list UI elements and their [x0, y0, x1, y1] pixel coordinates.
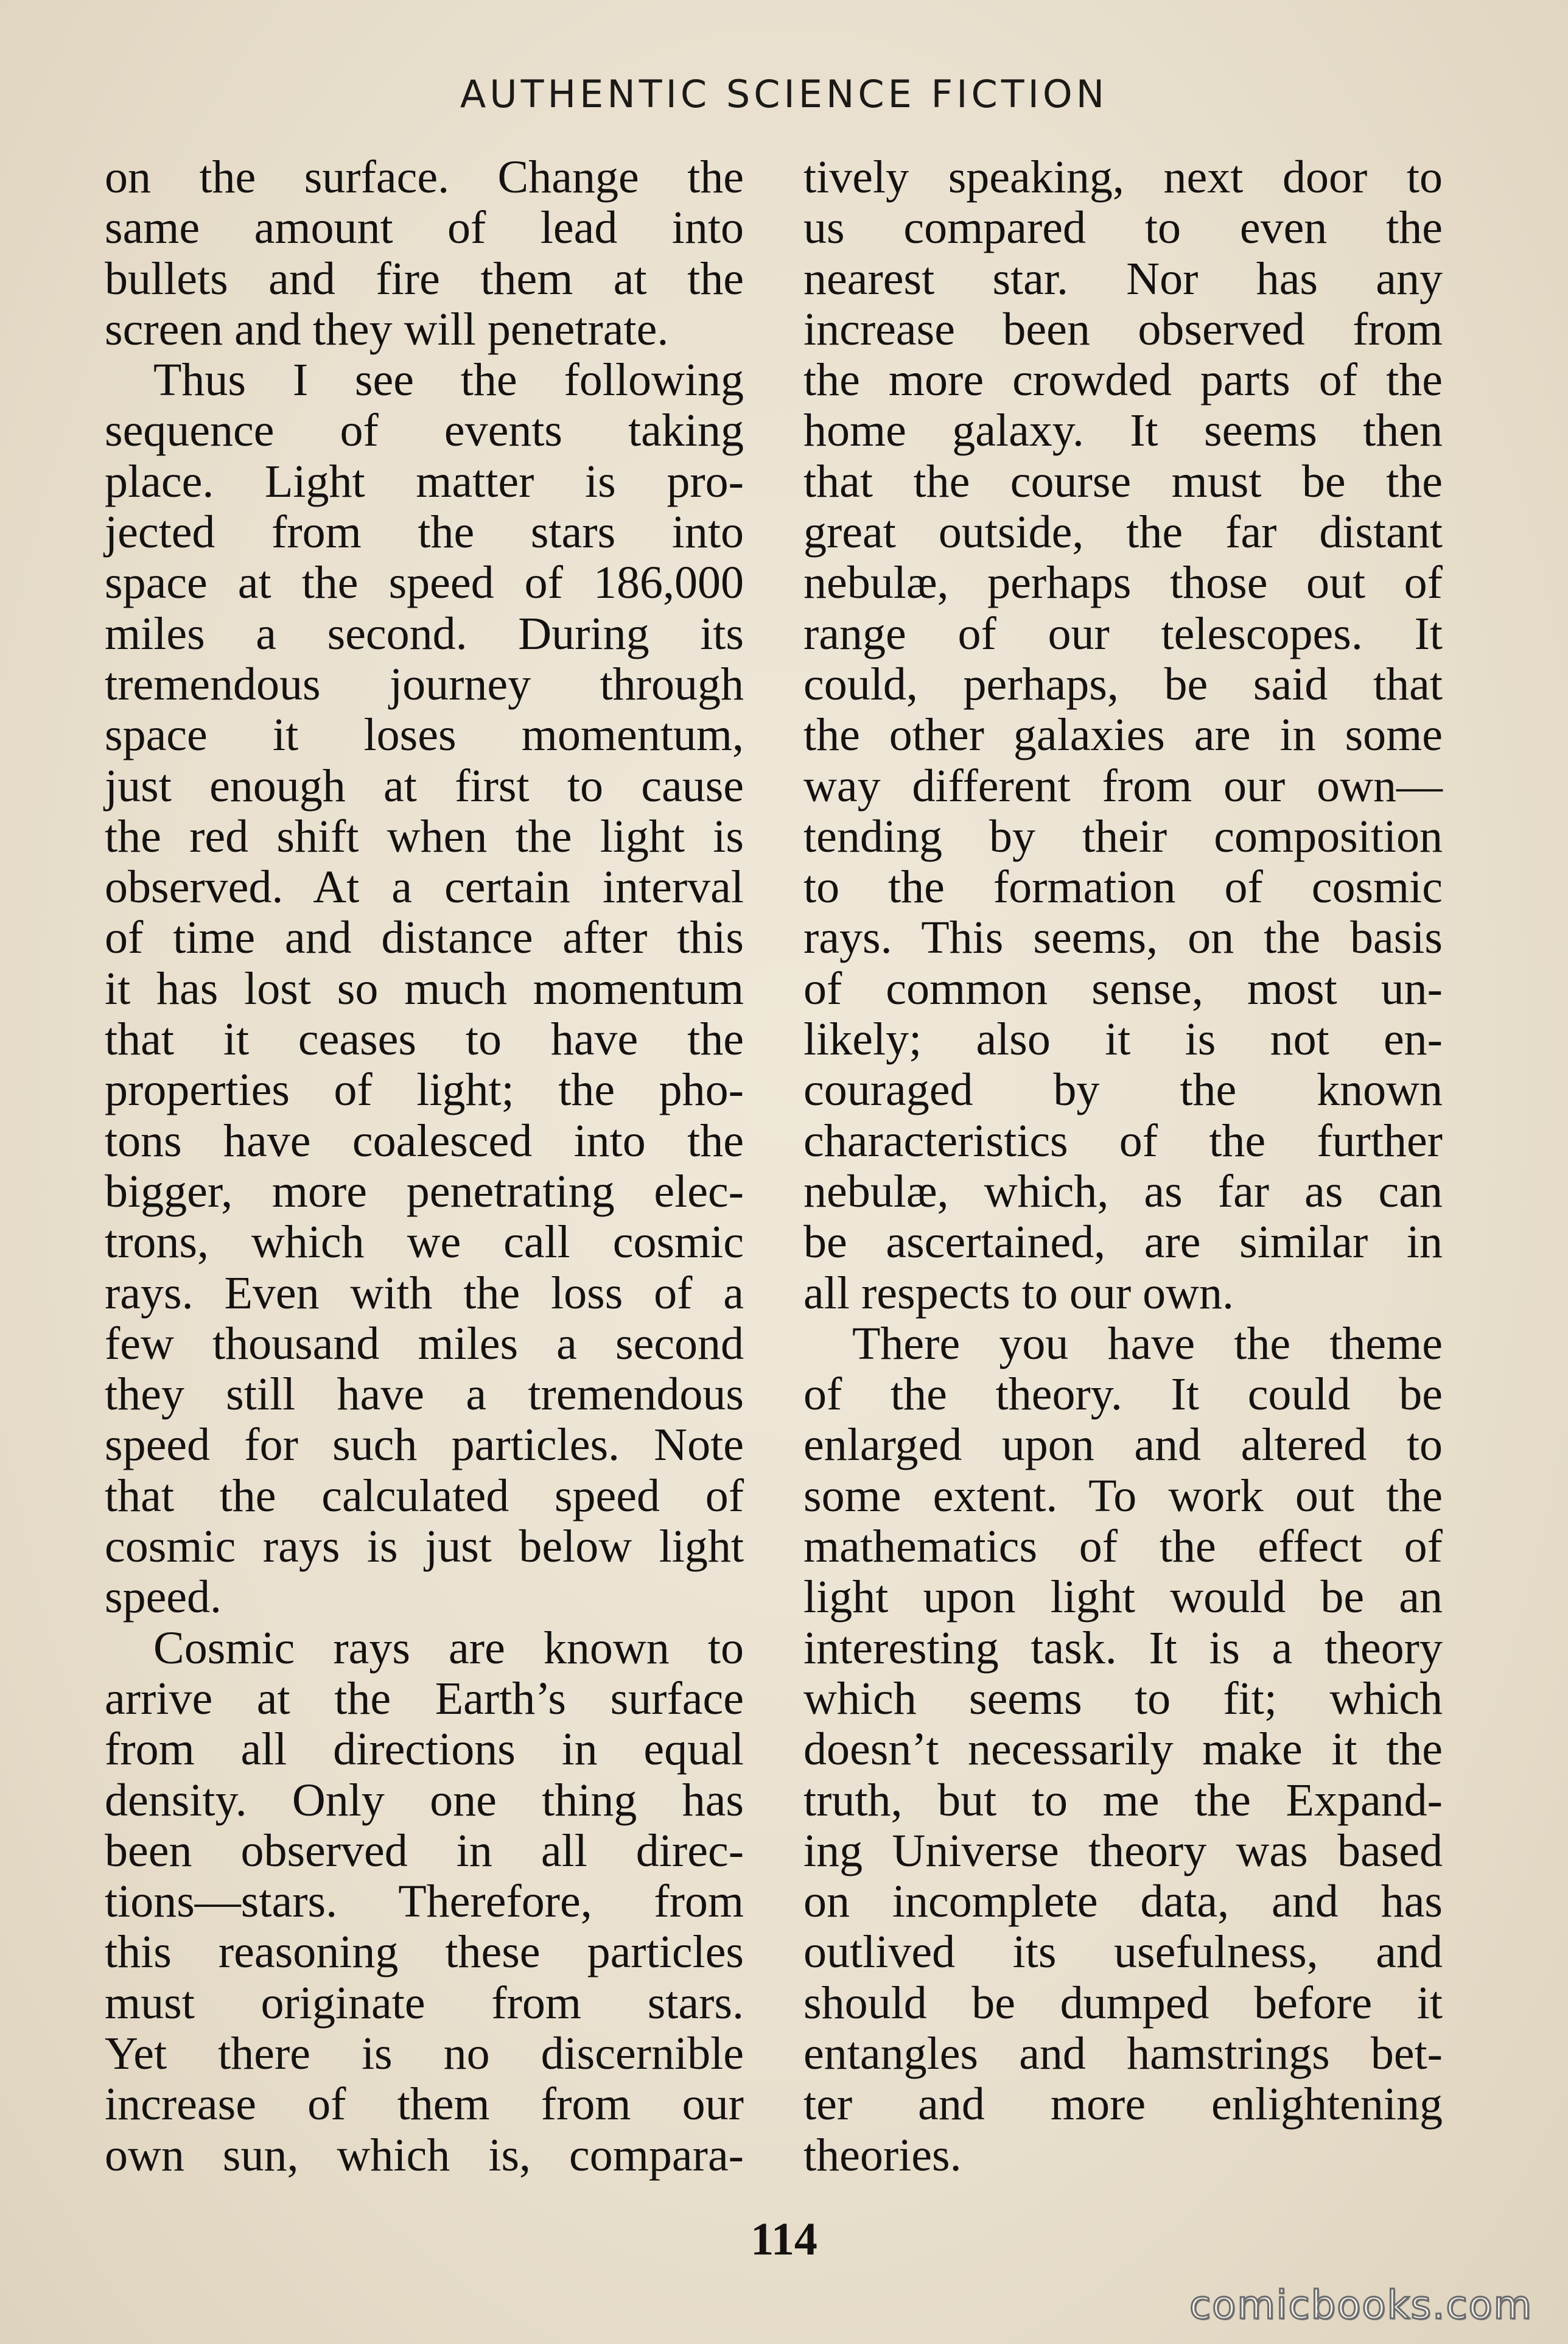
text-line: just enough at first to cause — [105, 760, 744, 812]
text-line: place. Light matter is pro- — [105, 455, 744, 507]
text-line: which seems to fit; which — [803, 1672, 1443, 1724]
text-line: couraged by the known — [803, 1064, 1443, 1116]
text-line: the red shift when the light is — [105, 810, 744, 862]
text-line: on the surface. Change the — [105, 152, 744, 203]
text-line: same amount of lead into — [105, 202, 744, 254]
text-line: the other galaxies are in some — [803, 709, 1443, 761]
text-line: density. Only one thing has — [105, 1774, 744, 1826]
text-line: likely; also it is not en- — [803, 1014, 1443, 1065]
text-line: Thus I see the following — [153, 354, 744, 406]
text-line: speed. — [105, 1571, 222, 1623]
text-line: own sun, which is, compara- — [105, 2129, 744, 2181]
text-line: great outside, the far distant — [803, 507, 1443, 558]
text-line: screen and they will penetrate. — [105, 303, 669, 355]
text-line: theories. — [803, 2129, 962, 2181]
text-line: interesting task. It is a theory — [803, 1622, 1443, 1674]
text-line: on incomplete data, and has — [803, 1876, 1443, 1928]
text-line: tending by their composition — [803, 810, 1443, 862]
text-line: few thousand miles a second — [105, 1318, 744, 1369]
text-line: doesn’t necessarily make it the — [803, 1724, 1443, 1775]
text-line: Yet there is no discernible — [105, 2027, 744, 2079]
text-line: ing Universe theory was based — [803, 1825, 1443, 1876]
watermark-logo: comicbooks.com — [1189, 2283, 1533, 2328]
text-line: enlarged upon and altered to — [803, 1419, 1443, 1471]
text-line: been observed in all direc- — [105, 1825, 744, 1876]
left-text-column — [105, 152, 744, 2181]
text-line: trons, which we call cosmic — [105, 1216, 744, 1268]
text-line: be ascertained, are similar in — [803, 1216, 1443, 1268]
right-text-column — [803, 152, 1443, 2181]
text-line: nebulæ, which, as far as can — [803, 1165, 1443, 1217]
text-line: Cosmic rays are known to — [153, 1622, 744, 1674]
text-line: increase been observed from — [803, 303, 1443, 355]
text-line: increase of them from our — [105, 2079, 744, 2130]
text-line: must originate from stars. — [105, 1977, 744, 2029]
text-line: properties of light; the pho- — [105, 1064, 744, 1116]
text-line: they still have a tremendous — [105, 1369, 744, 1420]
text-line: to the formation of cosmic — [803, 861, 1443, 913]
text-line: tions—stars. Therefore, from — [105, 1876, 744, 1928]
running-head: AUTHENTIC SCIENCE FICTION — [460, 72, 1108, 116]
text-line: tremendous journey through — [105, 658, 744, 710]
text-line: from all directions in equal — [105, 1724, 744, 1775]
text-line: observed. At a certain interval — [105, 861, 744, 913]
text-line: could, perhaps, be said that — [803, 658, 1443, 710]
text-line: of common sense, most un- — [803, 963, 1443, 1014]
text-line: speed for such particles. Note — [105, 1419, 744, 1471]
text-line: rays. This seems, on the basis — [803, 912, 1443, 964]
text-line: There you have the theme — [852, 1318, 1443, 1369]
text-line: sequence of events taking — [105, 405, 744, 457]
text-line: truth, but to me the Expand- — [803, 1774, 1443, 1826]
text-line: nebulæ, perhaps those out of — [803, 557, 1443, 609]
text-line: that it ceases to have the — [105, 1014, 744, 1065]
text-line: bigger, more penetrating elec- — [105, 1165, 744, 1217]
text-line: nearest star. Nor has any — [803, 253, 1443, 304]
text-line: that the calculated speed of — [105, 1470, 744, 1521]
text-line: space at the speed of 186,000 — [105, 557, 744, 609]
text-line: should be dumped before it — [803, 1977, 1443, 2029]
text-line: cosmic rays is just below light — [105, 1521, 744, 1573]
text-line: miles a second. During its — [105, 608, 744, 659]
text-line: mathematics of the effect of — [803, 1521, 1443, 1573]
text-line: it has lost so much momentum — [105, 963, 744, 1014]
text-line: this reasoning these particles — [105, 1926, 744, 1978]
text-line: ter and more enlightening — [803, 2079, 1443, 2130]
text-line: space it loses momentum, — [105, 709, 744, 761]
text-line: arrive at the Earth’s surface — [105, 1672, 744, 1724]
text-line: of the theory. It could be — [803, 1369, 1443, 1420]
page-number: 114 — [751, 2214, 817, 2265]
text-line: of time and distance after this — [105, 912, 744, 964]
text-line: some extent. To work out the — [803, 1470, 1443, 1521]
text-line: us compared to even the — [803, 202, 1443, 254]
text-line: range of our telescopes. It — [803, 608, 1443, 659]
text-line: rays. Even with the loss of a — [105, 1267, 744, 1319]
text-line: jected from the stars into — [105, 507, 744, 558]
text-line: tively speaking, next door to — [803, 152, 1443, 203]
text-line: all respects to our own. — [803, 1267, 1234, 1319]
text-line: light upon light would be an — [803, 1571, 1443, 1623]
text-line: entangles and hamstrings bet- — [803, 2027, 1443, 2079]
text-line: outlived its usefulness, and — [803, 1926, 1443, 1978]
text-line: that the course must be the — [803, 455, 1443, 507]
text-line: way different from our own— — [803, 760, 1443, 812]
text-line: tons have coalesced into the — [105, 1115, 744, 1167]
text-line: the more crowded parts of the — [803, 354, 1443, 406]
text-line: characteristics of the further — [803, 1115, 1443, 1167]
text-line: bullets and fire them at the — [105, 253, 744, 304]
text-line: home galaxy. It seems then — [803, 405, 1443, 457]
